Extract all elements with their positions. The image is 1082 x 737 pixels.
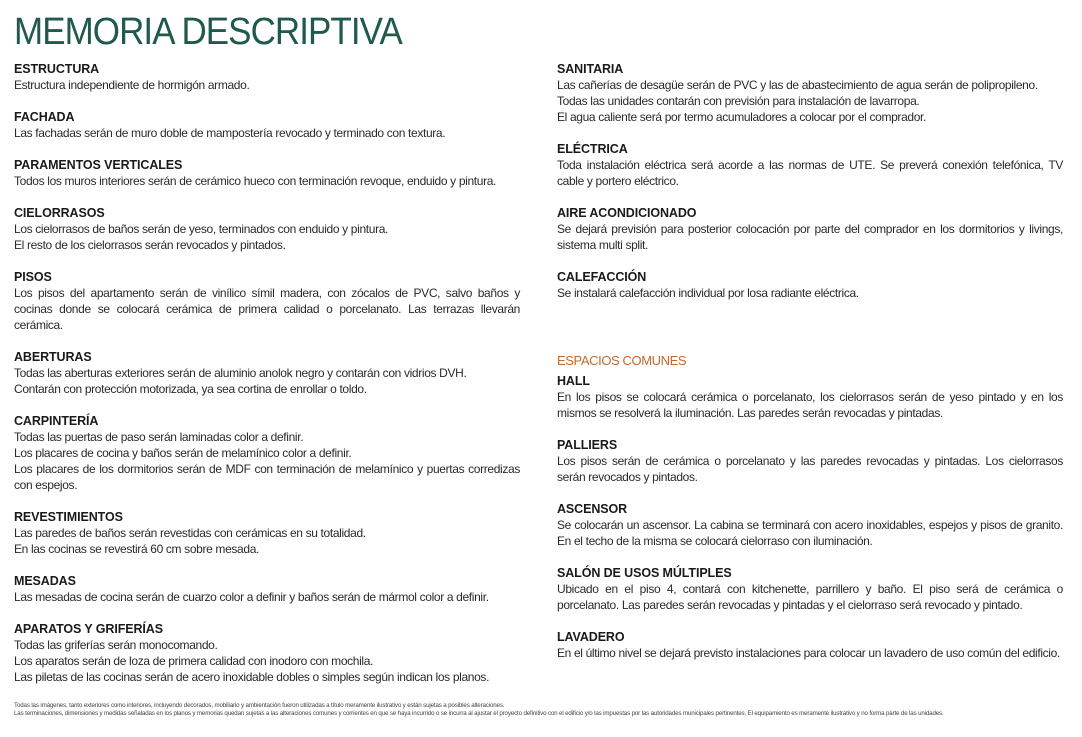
spec-section: [14, 573, 520, 605]
section-heading: CIELORRASOS: [14, 206, 105, 220]
common-spaces-heading: ESPACIOS COMUNES: [557, 353, 687, 368]
section-text: Todas las aberturas exteriores serán de aluminio anolok negro y contarán con vidrios DVH.: [14, 366, 467, 380]
section-heading: APARATOS Y GRIFERÍAS: [14, 622, 163, 636]
spec-section: [14, 413, 520, 493]
section-heading: PALLIERS: [557, 438, 618, 452]
section-heading: SANITARIA: [557, 62, 624, 76]
section-text: Los placares de cocina y baños serán de melamínico color a definir.: [14, 446, 352, 460]
spec-section: [557, 205, 1063, 253]
spec-section: [557, 269, 1063, 301]
section-text: Los placares de los dormitorios serán de MDF con terminación de melamínico y puertas corredizas con espejos.: [14, 462, 520, 492]
disclaimer-footer: [14, 702, 1064, 718]
section-text: Contarán con protección motorizada, ya sea cortina de enrollar o toldo.: [14, 382, 367, 396]
section-heading: MESADAS: [14, 574, 76, 588]
section-heading: ELÉCTRICA: [557, 142, 628, 156]
spec-section: [14, 157, 520, 189]
section-heading: CARPINTERÍA: [14, 414, 99, 428]
disclaimer-line: Todas las imágenes, tanto exteriores como interiores, incluyendo decorados, mobiliario y ambientación fueron utilizadas a título meramente ilustrativo y están sujetas a posibles alteraciones.: [14, 702, 505, 709]
spec-section: [14, 269, 520, 333]
section-heading: ABERTURAS: [14, 350, 92, 364]
spec-section: [14, 509, 520, 557]
spec-section: [14, 205, 520, 253]
spec-section: [14, 621, 520, 685]
section-text: Todas las unidades contarán con previsión para instalación de lavarropa.: [557, 94, 920, 108]
section-text: En los pisos se colocará cerámica o porcelanato, los cielorrasos serán de yeso pintado y en los mismos se resolverá la iluminación. Las paredes serán revocadas y pintadas.: [557, 390, 1063, 420]
section-text: Las cañerías de desagüe serán de PVC y las de abastecimiento de agua serán de polipropileno.: [557, 78, 1038, 92]
section-heading: LAVADERO: [557, 630, 625, 644]
spec-section: [557, 373, 1063, 421]
section-heading: PARAMENTOS VERTICALES: [14, 158, 183, 172]
section-text: En el último nivel se dejará previsto instalaciones para colocar un lavadero de uso común del edificio.: [557, 646, 1060, 660]
section-text: Se dejará previsión para posterior colocación por parte del comprador en los dormitorios y livings, sistema multi split.: [557, 222, 1063, 252]
section-text: Todas las griferías serán monocomando.: [14, 638, 218, 652]
spec-section: [557, 61, 1063, 125]
section-text: Los aparatos serán de loza de primera calidad con inodoro con mochila.: [14, 654, 374, 668]
section-text: Ubicado en el piso 4, contará con kitchenette, parrillero y baño. El piso será de cerámica o porcelanato. Las paredes serán revocadas y pintadas y el cielorraso será revocado y pintado.: [557, 582, 1063, 612]
section-text: Los pisos del apartamento serán de vinílico símil madera, con zócalos de PVC, salvo baños y cocinas donde se colocará cerámica de primera calidad o porcelanato. Las terrazas llevarán cerámica.: [14, 286, 520, 332]
section-heading: CALEFACCIÓN: [557, 270, 647, 284]
section-text: El agua caliente será por termo acumuladores a colocar por el comprador.: [557, 110, 927, 124]
spec-section: [14, 109, 520, 141]
disclaimer-line: Las terminaciones, dimensiones y medidas señaladas en los planos y memorias quedan sujetas a las alteraciones comunes y corrientes en que se haya incurrido o se incurra al ajustar el proyecto definitivo con el edificio y/o las impuestas por las autoridades municipales pertinentes. El equipamiento es meramente ilustrativo y no forma parte de las unidades.: [14, 710, 944, 717]
spec-section: [14, 61, 520, 93]
section-heading: REVESTIMIENTOS: [14, 510, 123, 524]
section-text: Las paredes de baños serán revestidas con cerámicas en su totalidad.: [14, 526, 366, 540]
section-text: Estructura independiente de hormigón armado.: [14, 78, 250, 92]
section-heading: FACHADA: [14, 110, 75, 124]
section-heading: HALL: [557, 374, 590, 388]
spec-section: [557, 437, 1063, 485]
spec-section: [557, 141, 1063, 189]
section-text: En las cocinas se revestirá 60 cm sobre mesada.: [14, 542, 260, 556]
right-column: [557, 61, 1063, 661]
left-column: [14, 61, 520, 685]
spec-section: [557, 501, 1063, 549]
section-heading: AIRE ACONDICIONADO: [557, 206, 697, 220]
section-heading: ASCENSOR: [557, 502, 628, 516]
section-text: Las fachadas serán de muro doble de mampostería revocado y terminado con textura.: [14, 126, 446, 140]
spec-section: [557, 565, 1063, 613]
section-text: Las mesadas de cocina serán de cuarzo color a definir y baños serán de mármol color a definir.: [14, 590, 489, 604]
section-heading: SALÓN DE USOS MÚLTIPLES: [557, 566, 732, 580]
section-text: Toda instalación eléctrica será acorde a las normas de UTE. Se preverá conexión telefónica, TV cable y portero eléctrico.: [557, 158, 1063, 188]
section-text: Se colocarán un ascensor. La cabina se terminará con acero inoxidables, espejos y pisos de granito. En el techo de la misma se colocará cielorraso con iluminación.: [557, 518, 1063, 548]
section-text: Todas las puertas de paso serán laminadas color a definir.: [14, 430, 304, 444]
section-text: Los cielorrasos de baños serán de yeso, terminados con enduido y pintura.: [14, 222, 389, 236]
section-heading: ESTRUCTURA: [14, 62, 100, 76]
spec-section: [14, 349, 520, 397]
page-title: MEMORIA DESCRIPTIVA: [14, 11, 402, 53]
section-text: Se instalará calefacción individual por losa radiante eléctrica.: [557, 286, 859, 300]
section-heading: PISOS: [14, 270, 52, 284]
section-text: Los pisos serán de cerámica o porcelanato y las paredes revocadas y pintadas. Los cielorrasos serán revocados y pintados.: [557, 454, 1063, 484]
spec-section: [557, 629, 1063, 661]
section-text: Todos los muros interiores serán de cerámico hueco con terminación revoque, enduido y pintura.: [14, 174, 497, 188]
section-text: El resto de los cielorrasos serán revocados y pintados.: [14, 238, 286, 252]
section-text: Las piletas de las cocinas serán de acero inoxidable dobles o simples según indican los planos.: [14, 670, 490, 684]
